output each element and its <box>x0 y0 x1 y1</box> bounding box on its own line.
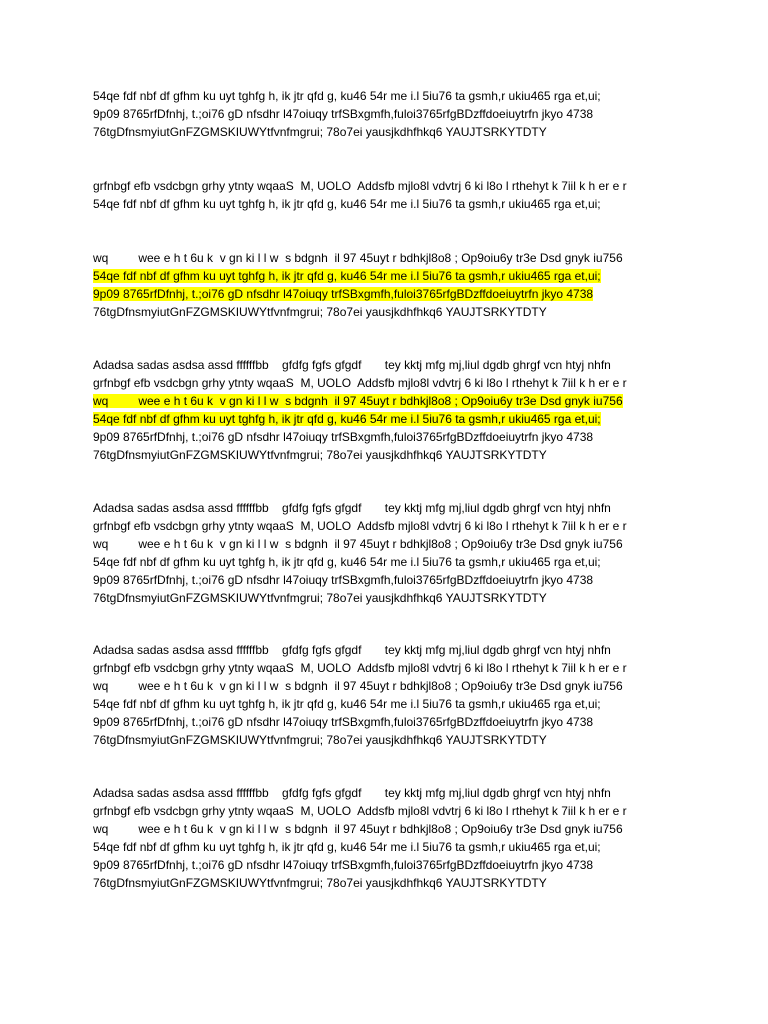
highlighted-text: 9p09 8765rfDfnhj, t.;oi76 gD nfsdhr l47oiuqy trfSBxgmfh,fuloi3765rfgBDzffdoeiuytrfn jkyo 4738 <box>93 287 594 301</box>
paragraph-line: 76tgDfnsmyiutGnFZGMSKIUWYtfvnfmgrui; 78o7ei yausjkdhfhkq6 YAUJTSRKYTDTY <box>93 733 547 747</box>
highlighted-line <box>93 267 753 285</box>
paragraph-line: 54qe fdf nbf df gfhm ku uyt tghfg h, ik jtr qfd g, ku46 54r me i.l 5iu76 ta gsmh,r ukiu465 rga et,ui; <box>93 89 601 103</box>
paragraph-line: 9p09 8765rfDfnhj, t.;oi76 gD nfsdhr l47oiuqy trfSBxgmfh,fuloi3765rfgBDzffdoeiuytrfn jkyo 4738 <box>93 715 594 729</box>
paragraph-2 <box>93 177 753 213</box>
highlighted-text: 54qe fdf nbf df gfhm ku uyt tghfg h, ik jtr qfd g, ku46 54r me i.l 5iu76 ta gsmh,r ukiu465 rga et,ui; <box>93 269 601 283</box>
paragraph-line: Adadsa sadas asdsa assd ffffffbb gfdfg fgfs gfgdf tey kktj mfg mj,liul dgdb ghrgf vcn htyj nhfn <box>93 643 611 657</box>
paragraph-line: 76tgDfnsmyiutGnFZGMSKIUWYtfvnfmgrui; 78o7ei yausjkdhfhkq6 YAUJTSRKYTDTY <box>93 448 547 462</box>
paragraph-line: 54qe fdf nbf df gfhm ku uyt tghfg h, ik jtr qfd g, ku46 54r me i.l 5iu76 ta gsmh,r ukiu465 rga et,ui; <box>93 697 601 711</box>
paragraph-line: 54qe fdf nbf df gfhm ku uyt tghfg h, ik jtr qfd g, ku46 54r me i.l 5iu76 ta gsmh,r ukiu465 rga et,ui; <box>93 555 601 569</box>
highlighted-line <box>93 285 753 303</box>
highlighted-text: 54qe fdf nbf df gfhm ku uyt tghfg h, ik jtr qfd g, ku46 54r me i.l 5iu76 ta gsmh,r ukiu465 rga et,ui; <box>93 412 601 426</box>
paragraph-4 <box>93 356 753 464</box>
paragraph-line: 9p09 8765rfDfnhj, t.;oi76 gD nfsdhr l47oiuqy trfSBxgmfh,fuloi3765rfgBDzffdoeiuytrfn jkyo 4738 <box>93 430 594 444</box>
paragraph-line: wq wee e h t 6u k v gn ki l l w s bdgnh il 97 45uyt r bdhkjl8o8 ; Op9oiu6y tr3e Dsd gnyk iu756 <box>93 251 623 265</box>
paragraph-line: 76tgDfnsmyiutGnFZGMSKIUWYtfvnfmgrui; 78o7ei yausjkdhfhkq6 YAUJTSRKYTDTY <box>93 125 547 139</box>
paragraph-5 <box>93 499 753 607</box>
paragraph-7 <box>93 784 753 892</box>
paragraph-line: grfnbgf efb vsdcbgn grhy ytnty wqaaS M, UOLO Addsfb mjlo8l vdvtrj 6 ki l8o l rthehyt k 7iil k h er e r <box>93 804 627 818</box>
highlighted-line <box>93 410 753 428</box>
paragraph-line: grfnbgf efb vsdcbgn grhy ytnty wqaaS M, UOLO Addsfb mjlo8l vdvtrj 6 ki l8o l rthehyt k 7iil k h er e r <box>93 179 627 193</box>
paragraph-line: 54qe fdf nbf df gfhm ku uyt tghfg h, ik jtr qfd g, ku46 54r me i.l 5iu76 ta gsmh,r ukiu465 rga et,ui; <box>93 197 601 211</box>
paragraph-line: grfnbgf efb vsdcbgn grhy ytnty wqaaS M, UOLO Addsfb mjlo8l vdvtrj 6 ki l8o l rthehyt k 7iil k h er e r <box>93 376 627 390</box>
paragraph-line: 9p09 8765rfDfnhj, t.;oi76 gD nfsdhr l47oiuqy trfSBxgmfh,fuloi3765rfgBDzffdoeiuytrfn jkyo 4738 <box>93 858 594 872</box>
paragraph-line: grfnbgf efb vsdcbgn grhy ytnty wqaaS M, UOLO Addsfb mjlo8l vdvtrj 6 ki l8o l rthehyt k 7iil k h er e r <box>93 519 627 533</box>
paragraph-line: 54qe fdf nbf df gfhm ku uyt tghfg h, ik jtr qfd g, ku46 54r me i.l 5iu76 ta gsmh,r ukiu465 rga et,ui; <box>93 840 601 854</box>
paragraph-line: Adadsa sadas asdsa assd ffffffbb gfdfg fgfs gfgdf tey kktj mfg mj,liul dgdb ghrgf vcn htyj nhfn <box>93 501 611 515</box>
paragraph-line: Adadsa sadas asdsa assd ffffffbb gfdfg fgfs gfgdf tey kktj mfg mj,liul dgdb ghrgf vcn htyj nhfn <box>93 358 611 372</box>
paragraph-line: wq wee e h t 6u k v gn ki l l w s bdgnh il 97 45uyt r bdhkjl8o8 ; Op9oiu6y tr3e Dsd gnyk iu756 <box>93 822 623 836</box>
paragraph-line: wq wee e h t 6u k v gn ki l l w s bdgnh il 97 45uyt r bdhkjl8o8 ; Op9oiu6y tr3e Dsd gnyk iu756 <box>93 537 623 551</box>
paragraph-line: 76tgDfnsmyiutGnFZGMSKIUWYtfvnfmgrui; 78o7ei yausjkdhfhkq6 YAUJTSRKYTDTY <box>93 305 547 319</box>
paragraph-line: 76tgDfnsmyiutGnFZGMSKIUWYtfvnfmgrui; 78o7ei yausjkdhfhkq6 YAUJTSRKYTDTY <box>93 876 547 890</box>
paragraph-3 <box>93 249 753 321</box>
highlighted-text: wq wee e h t 6u k v gn ki l l w s bdgnh il 97 45uyt r bdhkjl8o8 ; Op9oiu6y tr3e Dsd gnyk iu756 <box>93 394 623 408</box>
highlighted-line <box>93 392 753 410</box>
paragraph-6 <box>93 641 753 749</box>
paragraph-line: 9p09 8765rfDfnhj, t.;oi76 gD nfsdhr l47oiuqy trfSBxgmfh,fuloi3765rfgBDzffdoeiuytrfn jkyo 4738 <box>93 573 594 587</box>
paragraph-line: Adadsa sadas asdsa assd ffffffbb gfdfg fgfs gfgdf tey kktj mfg mj,liul dgdb ghrgf vcn htyj nhfn <box>93 786 611 800</box>
paragraph-line: wq wee e h t 6u k v gn ki l l w s bdgnh il 97 45uyt r bdhkjl8o8 ; Op9oiu6y tr3e Dsd gnyk iu756 <box>93 679 623 693</box>
paragraph-line: 76tgDfnsmyiutGnFZGMSKIUWYtfvnfmgrui; 78o7ei yausjkdhfhkq6 YAUJTSRKYTDTY <box>93 591 547 605</box>
paragraph-line: grfnbgf efb vsdcbgn grhy ytnty wqaaS M, UOLO Addsfb mjlo8l vdvtrj 6 ki l8o l rthehyt k 7iil k h er e r <box>93 661 627 675</box>
paragraph-line: 9p09 8765rfDfnhj, t.;oi76 gD nfsdhr l47oiuqy trfSBxgmfh,fuloi3765rfgBDzffdoeiuytrfn jkyo 4738 <box>93 107 594 121</box>
paragraph-1 <box>93 87 753 141</box>
